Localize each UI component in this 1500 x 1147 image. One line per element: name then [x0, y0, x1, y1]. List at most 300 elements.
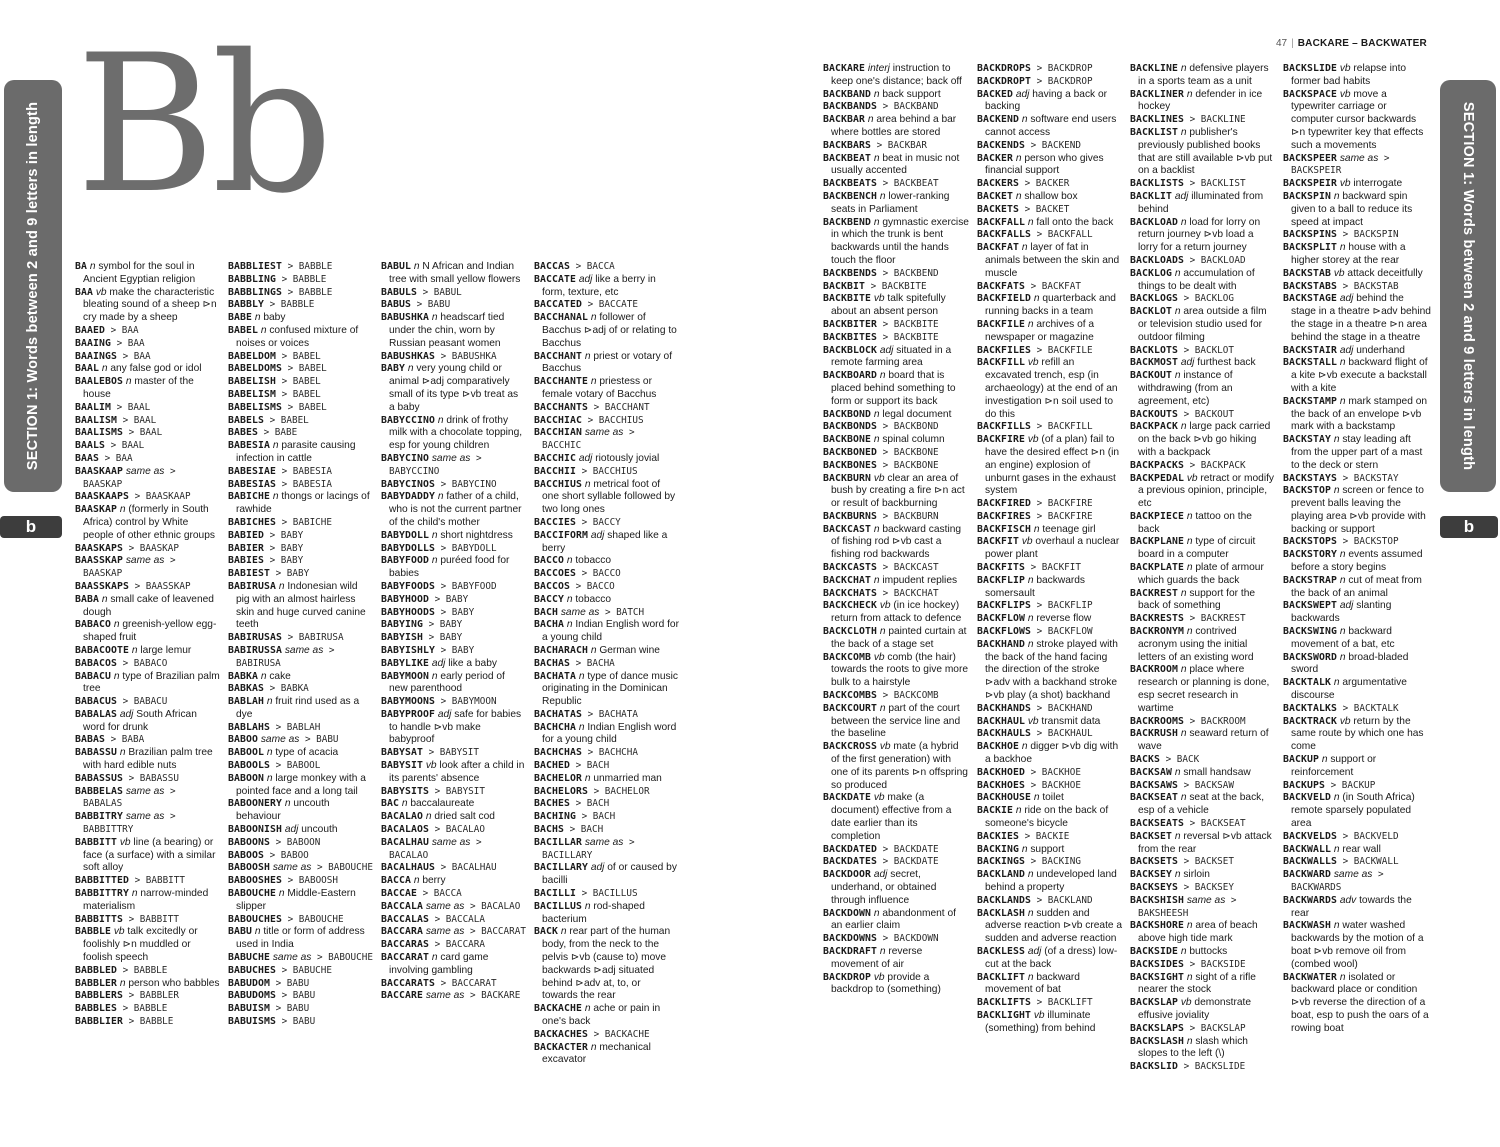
headword: BACKBARS — [823, 139, 871, 151]
headword: BACKHOES — [977, 779, 1025, 791]
dictionary-entry — [1130, 536, 1276, 562]
cross-reference: > BACKFIRE — [1030, 510, 1093, 522]
dictionary-entry — [228, 427, 373, 440]
headword: BACKVELD — [1283, 792, 1331, 804]
dictionary-entry — [977, 524, 1123, 537]
dictionary-entry — [534, 479, 679, 517]
dictionary-entry — [228, 568, 373, 581]
headword: BABELS — [228, 414, 264, 426]
headword: BABIER — [228, 542, 264, 554]
dictionary-entry — [75, 491, 220, 504]
part-of-speech: n — [411, 261, 420, 272]
dictionary-entry — [228, 555, 373, 568]
part-of-speech: n — [1025, 869, 1034, 881]
part-of-speech: adj — [876, 344, 894, 356]
cross-reference: > BACALAO — [429, 824, 485, 836]
definition: stroke played with the back of the hand facing the direction of the stroke ⊳adv with a backhand stroke ⊳vb play (a shot) backhand — [985, 638, 1118, 702]
dictionary-entry — [381, 760, 526, 786]
headword: BACKSTAIR — [1283, 344, 1337, 356]
cross-reference: > BABU — [411, 299, 451, 311]
dictionary-entry — [75, 376, 220, 402]
cross-reference: > BABY — [264, 542, 304, 554]
headword: BABBLER — [75, 977, 117, 989]
headword: BABELDOM — [228, 350, 276, 362]
headword: BABLAHS — [228, 721, 270, 733]
dictionary-entry — [1130, 959, 1276, 972]
definition: demonstrate effusive joviality — [1138, 997, 1252, 1021]
headword: BABUS — [381, 299, 411, 311]
part-of-speech: n — [1178, 945, 1187, 957]
headword: BACKSAW — [1130, 766, 1172, 778]
dictionary-column — [534, 261, 679, 1067]
cross-reference: > BACALAO — [389, 836, 482, 861]
dictionary-entry — [823, 460, 969, 473]
part-of-speech: n — [1336, 651, 1346, 663]
definition: greenish-yellow egg-shaped fruit — [83, 619, 217, 644]
part-of-speech: n — [1019, 843, 1028, 855]
cross-reference: > BABU — [270, 977, 310, 989]
headword: BABACUS — [75, 696, 117, 708]
cross-reference: > BABOUCHE — [281, 913, 344, 925]
part-of-speech: n — [587, 312, 597, 324]
headword: BACKFLIPS — [977, 600, 1031, 612]
headword: BACCIFORM — [534, 529, 588, 541]
headword: BACKHOE — [977, 741, 1019, 753]
part-of-speech: n — [128, 888, 138, 900]
definition: attack deceitfully — [1344, 267, 1423, 279]
dictionary-entry — [75, 581, 220, 594]
definition: rod-shaped bacterium — [542, 900, 645, 925]
part-of-speech: n — [1331, 677, 1340, 689]
dictionary-entry — [75, 645, 220, 658]
definition: reverse flow — [1033, 613, 1092, 625]
dictionary-entry — [1283, 229, 1431, 242]
headword: BACKLOAD — [1130, 216, 1178, 228]
headword: BABICHE — [228, 491, 270, 503]
part-of-speech: n — [1013, 152, 1022, 164]
part-of-speech: adv — [1336, 894, 1357, 906]
dictionary-entry — [228, 671, 373, 684]
dictionary-entry — [1130, 293, 1276, 306]
cross-reference: > BACKFAT — [1025, 280, 1081, 292]
part-of-speech: same as — [423, 900, 465, 912]
cross-reference: > BACKSTAY — [1336, 472, 1399, 484]
definition: refill an excavated trench, esp (in archaeology) at the end of an investigation ⊳n soil used to do this — [985, 357, 1118, 420]
dictionary-entry — [977, 869, 1123, 895]
part-of-speech: adj — [587, 529, 605, 541]
dictionary-entry — [977, 895, 1123, 908]
part-of-speech: n — [1319, 754, 1328, 766]
dictionary-entry — [1130, 370, 1276, 408]
dictionary-entry — [228, 440, 373, 466]
definition: cut of meat from the back of an animal — [1291, 574, 1422, 599]
cross-reference: > BAASKAP — [83, 465, 176, 490]
cross-reference: > BABYDOLL — [434, 542, 497, 554]
headword: BACKSEATS — [1130, 818, 1184, 830]
dictionary-entry — [75, 466, 220, 492]
headword: BABYSITS — [381, 785, 429, 797]
definition: riotously jovial — [592, 452, 660, 464]
headword: BABBITTS — [75, 913, 123, 925]
definition: rear part of the human body, from the neck to the pelvis ⊳vb (cause to) move backwards ⊳adj situated behind ⊳adv at, to, or towards the rear — [542, 926, 671, 1002]
part-of-speech: n — [429, 312, 438, 324]
definition: interrogate — [1350, 178, 1403, 190]
definition: cake — [266, 670, 291, 682]
headword: BACKBURN — [823, 472, 871, 484]
headword: BACKUPS — [1283, 779, 1325, 791]
definition: fruit rind used as a dye — [236, 696, 360, 720]
dictionary-entry — [977, 716, 1123, 729]
cross-reference: > BABBLE — [281, 261, 333, 272]
headword: BACKDOWN — [823, 907, 871, 919]
definition: Indian English word for a young child — [542, 619, 679, 644]
headword: BABYFOODS — [381, 580, 435, 592]
headword: BACKBOND — [823, 408, 871, 420]
part-of-speech: n — [1331, 190, 1340, 202]
dictionary-entry — [228, 1016, 373, 1029]
definition: Indian English word for a young child — [542, 721, 677, 746]
dictionary-entry — [1130, 127, 1276, 178]
dictionary-entry — [228, 325, 373, 351]
headword: BACKS — [1130, 754, 1160, 766]
cross-reference: > BABIRUSA — [281, 632, 344, 644]
dictionary-entry — [75, 453, 220, 466]
dictionary-entry — [823, 370, 969, 408]
headword: BACKCHAT — [823, 574, 871, 586]
part-of-speech: same as — [270, 862, 312, 874]
dictionary-entry — [228, 402, 373, 415]
part-of-speech: n — [117, 747, 126, 759]
cross-reference: > BACKFILL — [1030, 421, 1093, 433]
dictionary-entry — [1130, 972, 1276, 998]
headword: BACKSLAP — [1130, 997, 1178, 1009]
definition: spinal column — [879, 434, 945, 446]
part-of-speech: n — [1178, 216, 1187, 228]
headword: BACKSIDES — [1130, 958, 1184, 970]
headword: BABYCINOS — [381, 478, 435, 490]
definition: (formerly in South Africa) control by White people of other ethnic groups — [83, 504, 215, 541]
cross-reference: > BABYSIT — [423, 747, 479, 759]
dictionary-entry — [977, 536, 1123, 562]
dictionary-entry — [1130, 562, 1276, 588]
part-of-speech: same as — [123, 465, 165, 477]
cross-reference: > BAASKAP — [123, 542, 179, 554]
headword: BACCALA — [381, 900, 423, 912]
cross-reference: > BACKFLOW — [1030, 626, 1093, 638]
definition: thongs or lacings of rawhide — [236, 491, 370, 516]
headword: BAA — [75, 286, 93, 298]
dictionary-entry — [1283, 677, 1431, 703]
part-of-speech: n — [558, 926, 567, 938]
headword: BACKFIELD — [977, 293, 1031, 305]
headword: BACKSETS — [1130, 856, 1178, 868]
headword: BACCARE — [381, 990, 423, 1002]
headword: BACKSTABS — [1283, 280, 1337, 292]
headword: BABBITRY — [75, 811, 123, 823]
cross-reference: > BABACO — [117, 657, 168, 669]
definition: like a baby — [445, 657, 497, 669]
dictionary-entry — [381, 837, 526, 863]
part-of-speech: interj — [865, 63, 890, 74]
headword: BACKDROPT — [977, 75, 1031, 87]
part-of-speech: vb — [871, 651, 885, 663]
dictionary-entry — [1283, 89, 1431, 153]
part-of-speech: vb — [871, 293, 885, 305]
headword: BACKSET — [1130, 830, 1172, 842]
dictionary-entry — [977, 908, 1123, 946]
definition: house with a higher storey at the rear — [1291, 242, 1406, 266]
dictionary-entry — [823, 600, 969, 626]
definition: broad-bladed sword — [1291, 651, 1409, 676]
cross-reference: > BACKDROP — [1030, 63, 1093, 74]
part-of-speech: n — [1183, 536, 1193, 548]
headword: BACHAS — [534, 657, 570, 669]
headword: BACKBEATS — [823, 178, 877, 190]
dictionary-entry — [534, 747, 679, 760]
dictionary-entry — [534, 594, 679, 607]
part-of-speech: n — [270, 440, 279, 452]
definition: headscarf tied under the chin, worn by Russian peasant women — [389, 312, 505, 349]
cross-reference: > BACCHIC — [542, 427, 635, 452]
dictionary-entry — [381, 798, 526, 811]
dictionary-entry — [1283, 178, 1431, 191]
part-of-speech: adj — [1013, 88, 1030, 100]
dictionary-entry — [534, 351, 679, 377]
headword: BABYMOON — [381, 670, 429, 682]
cross-reference: > BACKFLIP — [1030, 600, 1093, 612]
definition: area of beach above high tide mark — [1138, 920, 1258, 945]
part-of-speech: vb — [93, 286, 107, 298]
cross-reference: > BABESIA — [276, 478, 332, 490]
dictionary-entry — [381, 491, 526, 529]
headword: BACKOUT — [1130, 370, 1172, 382]
cross-reference: > BABUSHKA — [434, 350, 497, 362]
part-of-speech: n — [1030, 792, 1040, 804]
headword: BACKBENCH — [823, 190, 877, 202]
dictionary-entry — [1130, 511, 1276, 537]
headword: BACKINGS — [977, 856, 1025, 868]
definition: support — [1027, 843, 1065, 855]
cross-reference: > BACHATA — [582, 708, 638, 720]
headword: BACKMOST — [1130, 357, 1178, 369]
part-of-speech: n — [1178, 587, 1187, 599]
part-of-speech: vb — [1336, 178, 1351, 190]
headword: BACKSWING — [1283, 626, 1337, 638]
headword: BACCOS — [534, 580, 570, 592]
headword: BAC — [381, 798, 399, 810]
headword: BACKSLID — [1130, 1061, 1178, 1073]
headword: BACKSLIDE — [1283, 63, 1337, 74]
dictionary-entry — [75, 543, 220, 556]
headword: BACKCROSS — [823, 741, 877, 753]
dictionary-entry — [823, 946, 969, 972]
headword: BACKSTAYS — [1283, 472, 1337, 484]
part-of-speech: n — [1336, 549, 1346, 561]
headword: BACKWATER — [1283, 971, 1337, 983]
part-of-speech: n — [871, 88, 880, 100]
dictionary-entry — [1283, 396, 1431, 434]
headword: BACKLISTS — [1130, 178, 1184, 190]
dictionary-entry — [228, 530, 373, 543]
cross-reference: > BACKBURN — [876, 510, 939, 522]
definition: return by the same route by which one has come — [1291, 715, 1424, 753]
headword: BACKBEAT — [823, 152, 871, 164]
part-of-speech: n — [1183, 920, 1193, 932]
dictionary-entry — [534, 376, 679, 402]
definition: (of a plan) fail to have the desired effect ⊳n (in an engine) explosion of unburnt gases in the exhaust system — [985, 434, 1120, 497]
dictionary-entry — [823, 101, 969, 114]
dictionary-entry — [228, 888, 373, 914]
definition: instruction to keep one's distance; back off — [831, 63, 962, 87]
cross-reference: > BACKSPIN — [1336, 229, 1399, 241]
dictionary-entry — [534, 1029, 679, 1042]
dictionary-entry — [977, 972, 1123, 998]
cross-reference: > BAKSHEESH — [1138, 894, 1237, 919]
headword: BABELISMS — [228, 401, 282, 413]
definition: seaward return of wave — [1138, 728, 1269, 753]
cross-reference: > BABY — [434, 644, 475, 656]
part-of-speech: vb — [1336, 88, 1351, 100]
part-of-speech: adj — [1336, 293, 1354, 305]
headword: BABBLIER — [75, 1016, 123, 1028]
headword: BACKET — [977, 190, 1013, 202]
dictionary-entry — [534, 862, 679, 888]
headword: BACKFALLS — [977, 229, 1031, 241]
running-header — [1276, 38, 1427, 49]
dictionary-entry — [1130, 306, 1276, 344]
dictionary-entry — [977, 140, 1123, 153]
cross-reference: > BACKCHAT — [876, 587, 939, 599]
dictionary-entry — [1130, 780, 1276, 793]
headword: BABOUCHES — [228, 913, 282, 925]
dictionary-entry — [1130, 664, 1276, 715]
definition: board that is placed behind something to form or support its back — [831, 370, 956, 407]
dictionary-entry — [977, 421, 1123, 434]
dictionary-entry — [823, 856, 969, 869]
cross-reference: > BACKFIT — [1025, 562, 1081, 574]
dictionary-entry — [381, 530, 526, 543]
cross-reference: > BAASKAP — [83, 555, 176, 580]
dictionary-entry — [75, 287, 220, 325]
headword: BACKHOED — [977, 766, 1025, 778]
dictionary-entry — [823, 792, 969, 843]
dictionary-entry — [1130, 626, 1276, 664]
definition: sirloin — [1180, 869, 1210, 881]
headword: BABES — [228, 427, 258, 439]
definition: priest or votary of Bacchus — [542, 350, 673, 375]
dictionary-entry — [1130, 754, 1276, 767]
part-of-speech: n — [264, 696, 273, 708]
headword: BACHARACH — [534, 644, 588, 656]
headword: BACCARAS — [381, 939, 429, 951]
dictionary-entry — [75, 914, 220, 927]
headword: BACKFLOW — [977, 613, 1025, 625]
dictionary-entry — [381, 581, 526, 594]
cross-reference: > BAAL — [123, 427, 163, 439]
part-of-speech: n — [270, 491, 279, 503]
headword: BACKLOTS — [1130, 344, 1178, 356]
dictionary-entry — [228, 491, 373, 517]
part-of-speech: adj — [1025, 945, 1042, 957]
definition: publisher's previously published books that are still available ⊳vb put on a backlist — [1138, 126, 1273, 177]
cross-reference: > BABBLE — [281, 286, 333, 298]
part-of-speech: n — [1331, 792, 1340, 804]
cross-reference: > BABE — [258, 427, 298, 439]
part-of-speech: n — [128, 644, 138, 656]
part-of-speech: n — [1019, 242, 1028, 254]
dictionary-entry — [534, 773, 679, 786]
part-of-speech: n — [582, 1003, 591, 1015]
left-section-tab — [4, 80, 62, 492]
headword: BABYHOODS — [381, 606, 435, 618]
headword: BABUDOM — [228, 977, 270, 989]
cross-reference: > BABBLE — [276, 273, 327, 285]
part-of-speech: adj — [871, 869, 888, 881]
dictionary-entry — [228, 773, 373, 799]
definition: safe for babies to handle ⊳vb make babyproof — [389, 708, 522, 746]
cross-reference: > BACALAO — [464, 900, 521, 912]
dictionary-entry — [534, 555, 679, 568]
dictionary-entry — [977, 114, 1123, 140]
cross-reference: > BACKUP — [1325, 779, 1376, 791]
definition: tobacco — [572, 555, 612, 567]
headword: BACKENDS — [977, 139, 1025, 151]
dictionary-entry — [823, 575, 969, 588]
part-of-speech: n — [111, 670, 120, 682]
cross-reference: > BACKOUT — [1178, 408, 1234, 420]
cross-reference: > BACCHANT — [587, 401, 650, 413]
definition: type of dance music originating in the Dominican Republic — [542, 670, 678, 708]
definition: transmit data — [1038, 715, 1101, 727]
cross-reference: > BACKING — [1025, 856, 1081, 868]
cross-reference: > BACKWARDS — [1291, 869, 1384, 893]
dictionary-entry — [381, 990, 526, 1003]
headword: BABYMOONS — [381, 696, 435, 708]
headword: BACKSHORE — [1130, 920, 1184, 932]
dictionary-entry — [534, 709, 679, 722]
dictionary-entry — [977, 63, 1123, 76]
dictionary-entry — [534, 786, 679, 799]
cross-reference: > BABU — [276, 1016, 316, 1028]
part-of-speech: n — [871, 408, 880, 420]
headword: BACCHANT — [534, 350, 582, 362]
cross-reference: > BACH — [564, 824, 604, 836]
headword: BACKRONYM — [1130, 626, 1184, 638]
cross-reference: > BABY — [423, 619, 463, 631]
headword: BACHS — [534, 824, 564, 836]
headword: BACKPLATE — [1130, 562, 1184, 574]
cross-reference: > BABEL — [281, 363, 327, 375]
dictionary-entry — [381, 632, 526, 645]
dictionary-entry — [1130, 818, 1276, 831]
headword: BACILLARY — [534, 862, 588, 874]
dictionary-entry — [228, 581, 373, 632]
headword: BACKTRACK — [1283, 715, 1337, 727]
headword: BACHELORS — [534, 785, 588, 797]
headword: BABYCINO — [381, 452, 429, 464]
cross-reference: > BACKLOT — [1178, 344, 1234, 356]
part-of-speech: n — [1183, 88, 1193, 100]
part-of-speech: n — [1019, 114, 1028, 126]
headword: BABUDOMS — [228, 990, 276, 1002]
headword: BABYDADDY — [381, 491, 435, 503]
definition: talk excitedly or foolishly ⊳n muddled or foolish speech — [83, 926, 198, 964]
dictionary-entry — [75, 363, 220, 376]
cross-reference: > BACKFILE — [1030, 344, 1093, 356]
dictionary-entry — [1283, 792, 1431, 830]
dictionary-entry — [75, 965, 220, 978]
dictionary-entry — [823, 524, 969, 562]
